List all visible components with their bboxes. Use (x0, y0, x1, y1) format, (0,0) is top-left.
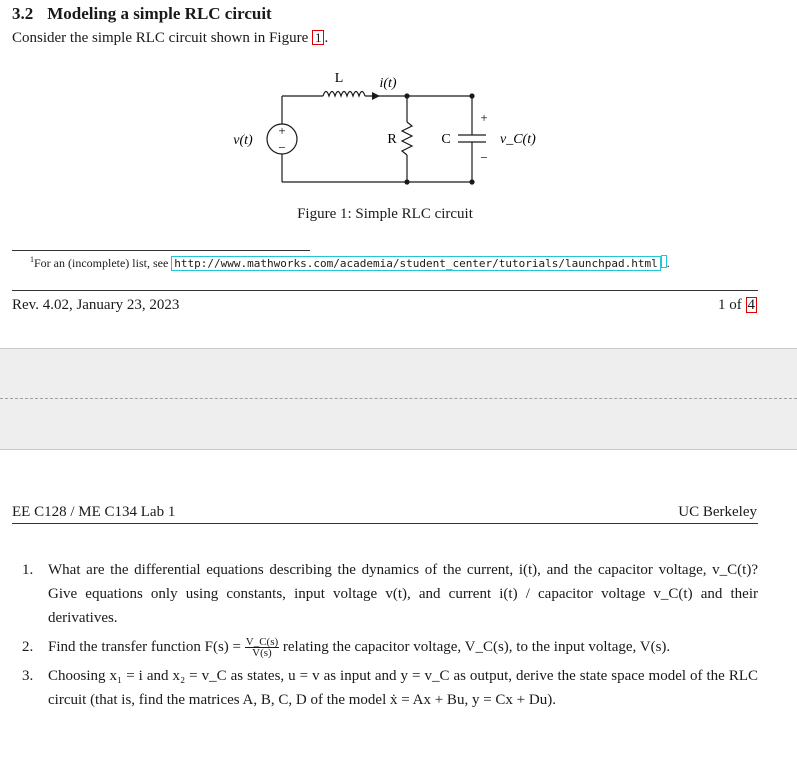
question-item (22, 558, 758, 630)
page-total-link[interactable]: 4 (747, 297, 755, 313)
label-cap-voltage: v_C(t) (500, 132, 536, 147)
label-capacitor: C (441, 132, 451, 147)
question-text: What are the differential equations describing the dynamics of the current, i(t), and the capacitor voltage, v_C(t)? Give equations only using constants, input voltage v(t), and current i(t) / capacitor voltage v_C(t) and their derivatives. (48, 562, 758, 626)
current-arrow-icon (372, 92, 380, 100)
page-number: 1 of 4 (718, 297, 755, 313)
section-number: 3.2 (12, 4, 34, 23)
header-rule (12, 523, 758, 524)
institution-header: UC Berkeley (678, 504, 757, 520)
revision-text: Rev. 4.02, January 23, 2023 (12, 297, 180, 313)
question-number: 2. (22, 639, 34, 655)
resistor-zigzag (402, 122, 412, 155)
question-item: 2. Find the transfer function F(s) = $\frac{V\_C(s)}{V(s)}$ relating the capacitor voltage, V_C(s), to the input voltage, V(s). (22, 636, 671, 660)
question-number: 3. (22, 668, 34, 684)
label-resistor: R (387, 132, 397, 147)
transfer-function-fraction: $\frac{V\_C(s)}{V(s)}$ (245, 636, 279, 660)
footnote-url-link[interactable]: http://www.mathworks.com/academia/student_center/tutorials/launchpad.html (171, 256, 660, 271)
question-text: Choosing x₁ = i and x₂ = v_C as states, u = v as input and y = v_C as output, derive the state space model of the RLC circuit (that is, find the matrices A, B, C, D of the model ẋ = Ax + Bu, y = Cx + Du). (48, 668, 758, 708)
label-source: v(t) (233, 133, 253, 148)
page-gap-divider (0, 398, 797, 399)
question-number: 1. (22, 562, 34, 578)
label-inductor: L (334, 71, 344, 86)
figure-ref-link[interactable]: 1 (312, 30, 325, 45)
label-source-minus: − (278, 140, 286, 155)
figure-caption: Figure 1: Simple RLC circuit (297, 206, 473, 222)
intro-paragraph: Consider the simple RLC circuit shown in Figure 1 . (12, 30, 329, 46)
footnote-mark: 1 (30, 255, 34, 264)
course-header: EE C128 / ME C134 Lab 1 (12, 504, 176, 520)
label-source-plus: + (278, 123, 286, 138)
label-cap-plus: + (480, 110, 488, 125)
section-title: Modeling a simple RLC circuit (47, 4, 272, 23)
label-current: i(t) (379, 76, 397, 91)
inductor-coil (323, 92, 365, 97)
footnote-rule (12, 250, 310, 251)
footer-rule (12, 290, 758, 291)
question-list (22, 558, 758, 717)
page-gap (0, 348, 797, 450)
question-item (22, 664, 758, 712)
label-cap-minus: − (480, 150, 488, 165)
footnote: $^1$For an (incomplete) list, see http://www.mathworks.com/academia/student_center/tutorials/launchpad.html . (30, 255, 670, 270)
rlc-circuit-figure (0, 0, 797, 205)
